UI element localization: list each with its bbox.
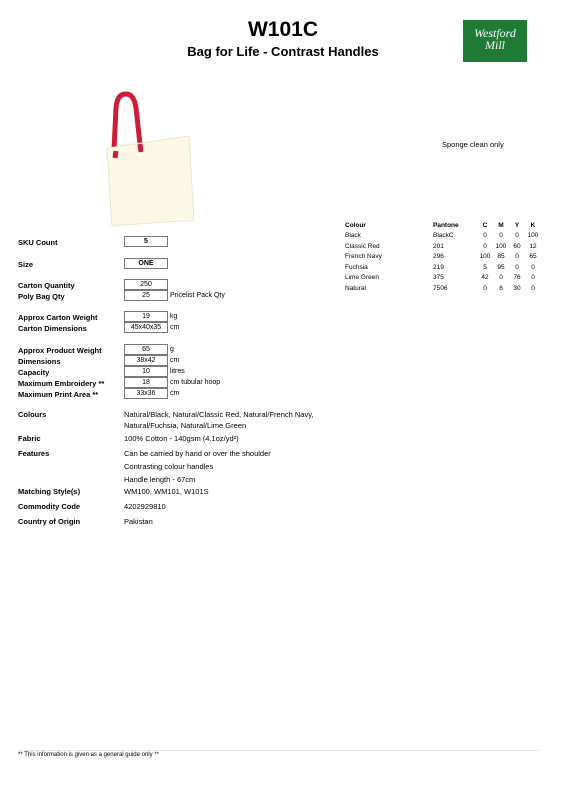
max-embroidery-unit: cm tubular hoop <box>170 379 221 386</box>
cell-colour: Natural <box>345 284 366 292</box>
table-row <box>345 283 541 294</box>
carton-dimensions-unit: cm <box>170 324 180 331</box>
country-of-origin-value: Pakistan <box>124 517 153 526</box>
cell-m: 0 <box>499 232 503 240</box>
carton-dimensions-label: Carton Dimensions <box>18 324 87 333</box>
col-m: M <box>498 221 504 229</box>
cell-c: 0 <box>483 284 487 292</box>
colour-table <box>345 220 541 294</box>
product-weight-label: Approx Product Weight <box>18 346 102 355</box>
product-weight-value: 65 <box>124 344 168 355</box>
poly-bag-qty-label: Poly Bag Qty <box>18 292 65 301</box>
fabric-value: 100% Cotton - 140gsm (4.1oz/yd²) <box>124 434 239 443</box>
max-print-area-label: Maximum Print Area ** <box>18 390 99 399</box>
carton-weight-value: 19 <box>124 311 168 322</box>
table-row <box>345 231 541 242</box>
cell-c: 5 <box>483 263 487 271</box>
features-label: Features <box>18 449 50 458</box>
feature-item: Can be carried by hand or over the shoulder <box>124 449 271 458</box>
feature-item: Handle length - 67cm <box>124 475 196 484</box>
carton-quantity-label: Carton Quantity <box>18 281 75 290</box>
cell-k: 100 <box>527 232 539 240</box>
fabric-label: Fabric <box>18 434 41 443</box>
cell-k: 0 <box>531 274 535 282</box>
col-colour: Colour <box>345 221 366 229</box>
table-row <box>345 252 541 263</box>
commodity-code-value: 4202929810 <box>124 502 166 511</box>
country-of-origin-label: Country of Origin <box>18 517 81 526</box>
matching-styles-value: WM100, WM101, W101S <box>124 487 209 496</box>
size-label: Size <box>18 260 34 269</box>
poly-bag-qty-unit: Pricelist Pack Qty <box>170 292 225 299</box>
col-pantone: Pantone <box>433 221 459 229</box>
cell-y: 60 <box>513 242 521 250</box>
footer-divider <box>18 750 540 751</box>
feature-item: Contrasting colour handles <box>124 462 214 471</box>
dimensions-value: 38x42 <box>124 355 168 366</box>
max-print-area-value: 33x36 <box>124 388 168 399</box>
cell-y: 76 <box>513 274 521 282</box>
table-row <box>345 241 541 252</box>
cell-colour: Lime Green <box>345 274 379 282</box>
cell-pantone: 7506 <box>433 284 448 292</box>
cell-y: 0 <box>515 232 519 240</box>
table-row <box>345 262 541 273</box>
max-print-area-unit: cm <box>170 390 180 397</box>
cell-y: 0 <box>515 253 519 261</box>
sku-count-value: 5 <box>124 236 168 247</box>
carton-weight-label: Approx Carton Weight <box>18 313 98 322</box>
sku-count-label: SKU Count <box>18 238 58 247</box>
cell-m: 95 <box>497 263 505 271</box>
cell-c: 0 <box>483 232 487 240</box>
cell-c: 42 <box>481 274 489 282</box>
cell-pantone: 296 <box>433 253 444 261</box>
colour-table-header <box>345 220 541 231</box>
col-c: C <box>482 221 488 229</box>
cell-k: 65 <box>529 253 537 261</box>
max-embroidery-value: 18 <box>124 377 168 388</box>
cell-m: 85 <box>497 253 505 261</box>
logo-line-1: Westford <box>474 26 516 40</box>
cell-pantone: BlackC <box>433 232 454 240</box>
commodity-code-label: Commodity Code <box>18 502 81 511</box>
size-value: ONE <box>124 258 168 269</box>
carton-weight-unit: kg <box>170 313 178 320</box>
footer-note: ** This information is given as a general guide only ** <box>18 752 159 758</box>
cell-c: 100 <box>479 253 491 261</box>
product-weight-unit: g <box>170 346 174 353</box>
cell-pantone: 201 <box>433 242 444 250</box>
cell-k: 12 <box>529 242 537 250</box>
cell-c: 0 <box>483 242 487 250</box>
cell-y: 0 <box>515 263 519 271</box>
max-embroidery-label: Maximum Embroidery ** <box>18 379 105 388</box>
cell-pantone: 219 <box>433 263 444 271</box>
cell-pantone: 375 <box>433 274 444 282</box>
poly-bag-qty-value: 25 <box>124 290 168 301</box>
cell-colour: Classic Red <box>345 242 380 250</box>
col-y: Y <box>514 221 520 229</box>
cell-m: 6 <box>499 284 503 292</box>
dimensions-unit: cm <box>170 357 180 364</box>
matching-styles-label: Matching Style(s) <box>18 487 81 496</box>
product-image <box>104 88 194 228</box>
carton-dimensions-value: 45x40x35 <box>124 322 168 333</box>
cell-colour: Fuchsia <box>345 263 368 271</box>
carton-quantity-value: 250 <box>124 279 168 290</box>
logo-line-2: Mill <box>485 38 505 52</box>
cell-m: 100 <box>495 242 507 250</box>
cell-m: 0 <box>499 274 503 282</box>
col-k: K <box>530 221 536 229</box>
capacity-value: 10 <box>124 366 168 377</box>
product-code: W101C <box>247 18 319 41</box>
colours-label: Colours <box>18 410 47 419</box>
cell-colour: Black <box>345 232 361 240</box>
capacity-unit: litres <box>170 368 185 375</box>
cell-colour: French Navy <box>345 253 382 261</box>
table-row <box>345 273 541 284</box>
product-title: Bag for Life - Contrast Handles <box>187 44 379 59</box>
capacity-label: Capacity <box>18 368 50 377</box>
cell-y: 30 <box>513 284 521 292</box>
care-instructions: Sponge clean only <box>442 140 504 149</box>
dimensions-label: Dimensions <box>18 357 61 366</box>
colours-value: Natural/Black, Natural/Classic Red, Natural/French Navy, Natural/Fuchsia, Natural/Lime Green <box>124 410 314 430</box>
brand-logo <box>463 20 527 62</box>
cell-k: 0 <box>531 263 535 271</box>
cell-k: 0 <box>531 284 535 292</box>
